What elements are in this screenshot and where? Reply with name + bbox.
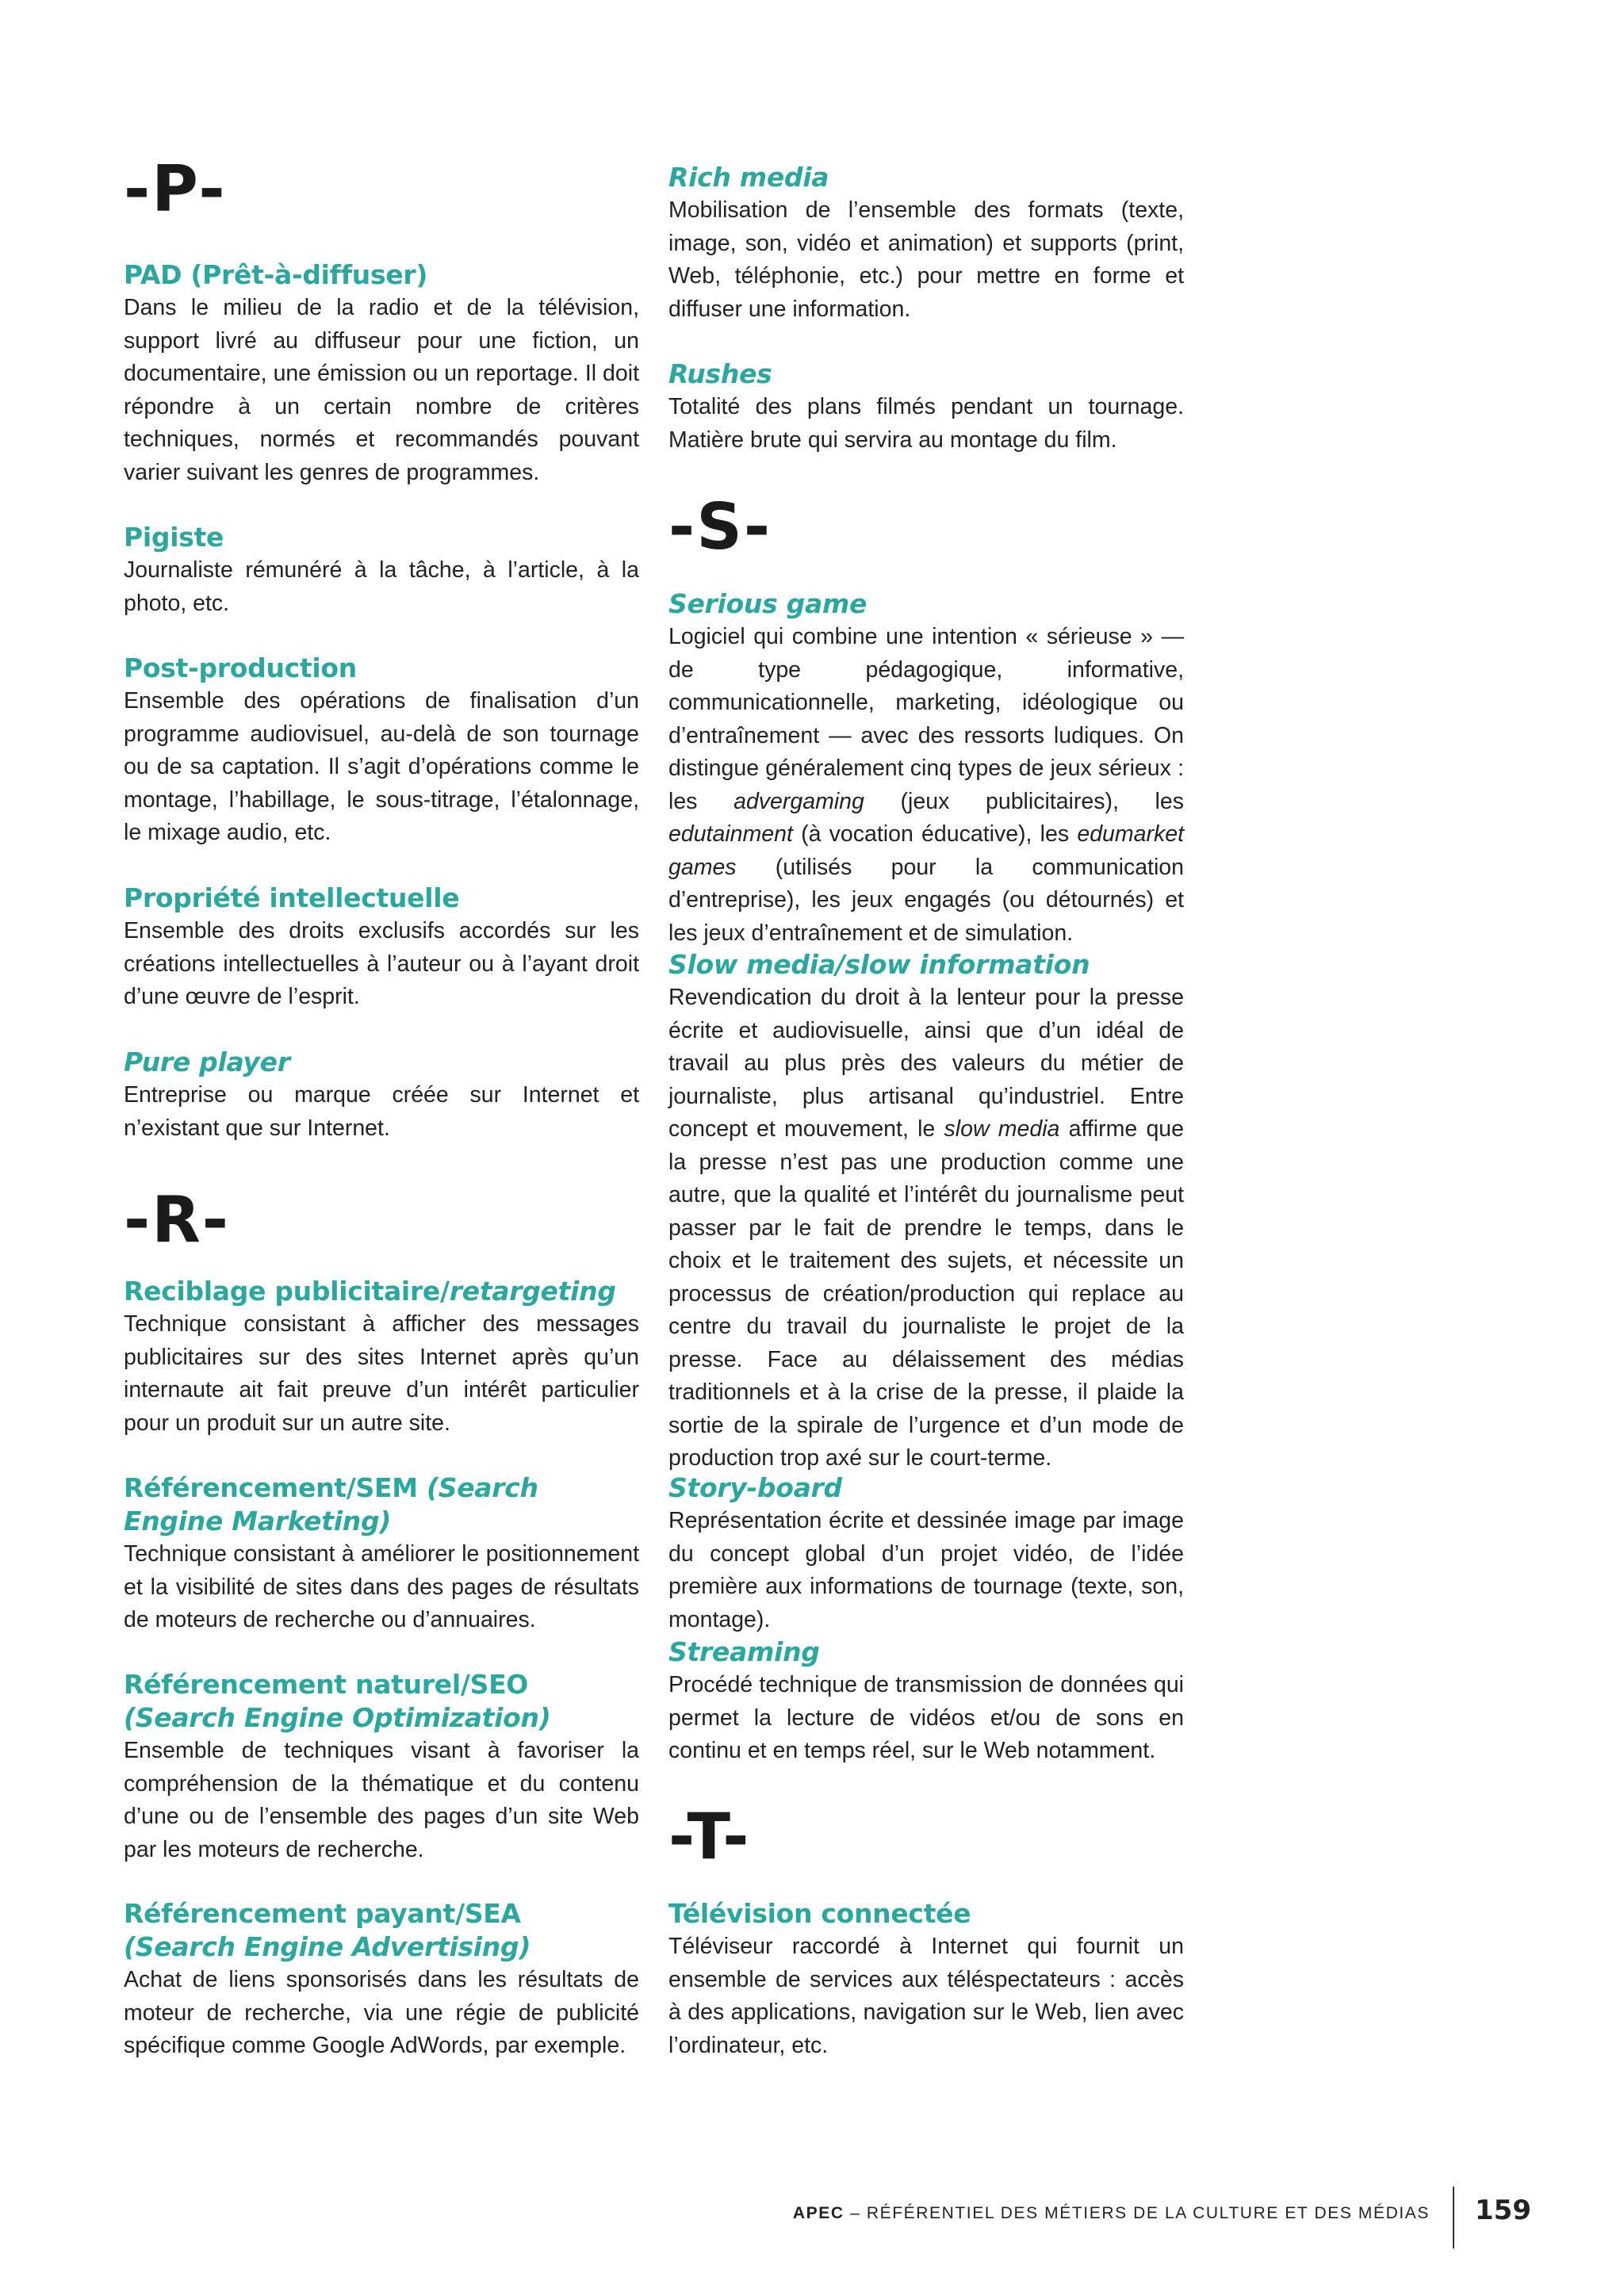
term-definition: Ensemble de techniques visant à favoriser la compréhension de la thématique et du contenu d’une ou de l’ensemble des pages d’un site Web par les moteurs de recherche. bbox=[124, 1738, 639, 1862]
term-definition: Mobilisation de l’ensemble des formats (texte, image, son, vidéo et animation) et supports (print, Web, téléphonie, etc.) pour mettre en forme et diffuser une information. bbox=[668, 197, 1184, 322]
section-letter-t: -T- bbox=[668, 1800, 751, 1873]
footer-title bbox=[793, 2204, 1430, 2223]
entry-rushes bbox=[668, 358, 1184, 457]
entry-streaming bbox=[668, 1636, 1184, 1768]
section-letter-r: -R- bbox=[124, 1183, 231, 1257]
definition-text: (à vocation éducative), les bbox=[792, 821, 1078, 847]
term-title bbox=[124, 1471, 639, 1538]
section-letter-s: -S- bbox=[668, 490, 772, 564]
term-title-main: Référencement/SEM bbox=[124, 1472, 427, 1503]
term-title-main: Reciblage publicitaire/ bbox=[124, 1276, 450, 1307]
term-definition: Procédé technique de transmission de données qui permet la lecture de vidéos et/ou de sons en continu et en temps réel, sur le Web notamment. bbox=[668, 1672, 1184, 1763]
term-title: Rich media bbox=[668, 162, 829, 193]
entry-propriete-intellectuelle bbox=[124, 882, 639, 1014]
definition-italic: advergaming bbox=[733, 788, 864, 814]
term-title bbox=[124, 1668, 639, 1735]
term-title: PAD (Prêt-à-diffuser) bbox=[124, 259, 428, 290]
footer-publication: – RÉFÉRENTIEL DES MÉTIERS DE LA CULTURE ET DES MÉDIAS bbox=[844, 2204, 1430, 2222]
entry-television-connectee bbox=[668, 1897, 1184, 2062]
definition-text: Revendication du droit à la lenteur pour la presse écrite et audiovisuelle, ainsi que d’un idéal de travail au plus près des valeurs du métier de journaliste, plus artisanal qu’industriel. Entre concept et mouvement, le bbox=[668, 985, 1184, 1142]
term-definition: Technique consistant à afficher des messages publicitaires sur des sites Internet après qu’un internaute ait fait preuve d’un intérêt particulier pour un produit sur un autre site. bbox=[124, 1311, 639, 1436]
term-definition: Achat de liens sponsorisés dans les résultats de moteur de recherche, via une régie de publicité spécifique comme Google AdWords, par exemple. bbox=[124, 1967, 639, 2058]
term-title-italic: (Search Engine Optimization) bbox=[124, 1702, 551, 1733]
definition-text: Logiciel qui combine une intention « sérieuse » — de type pédagogique, informative, communicationnelle, marketing, idéologique ou d’entraînement — avec des ressorts ludiques. On distingue généralement cinq types de jeux sérieux : les bbox=[668, 624, 1184, 814]
entry-slow-media bbox=[668, 948, 1184, 1475]
entry-post-production bbox=[124, 652, 639, 850]
entry-reciblage bbox=[124, 1275, 639, 1440]
term-definition: Journaliste rémunéré à la tâche, à l’article, à la photo, etc. bbox=[124, 557, 639, 616]
entry-sem bbox=[124, 1471, 639, 1637]
definition-italic: edumarket games bbox=[668, 821, 1184, 880]
footer-brand: APEC bbox=[792, 2204, 845, 2222]
term-title: Post-production bbox=[124, 652, 357, 683]
term-title: Serious game bbox=[668, 588, 868, 619]
term-definition: Téléviseur raccordé à Internet qui fournit un ensemble de services aux téléspectateurs : accès à des applications, navigation sur le Web, lien avec l’ordinateur, etc. bbox=[668, 1934, 1184, 2058]
term-title-italic: retargeting bbox=[449, 1276, 616, 1307]
term-definition: Ensemble des droits exclusifs accordés sur les créations intellectuelles à l’auteur ou à l’ayant droit d’une œuvre de l’esprit. bbox=[124, 918, 639, 1009]
entry-story-board bbox=[668, 1471, 1184, 1636]
term-definition: Totalité des plans filmés pendant un tournage. Matière brute qui servira au montage du film. bbox=[668, 394, 1184, 453]
term-title bbox=[124, 1275, 639, 1308]
entry-pad bbox=[124, 258, 639, 489]
term-title: Pure player bbox=[124, 1047, 290, 1077]
definition-text: (utilisés pour la communication d’entreprise), les jeux engagés (ou détournés) et les jeux d’entraînement et de simulation. bbox=[668, 854, 1184, 946]
term-definition bbox=[668, 621, 1184, 950]
term-title bbox=[124, 1897, 639, 1964]
definition-text: (jeux publicitaires), les bbox=[864, 788, 1184, 814]
page-footer bbox=[0, 2187, 1624, 2258]
term-definition: Entreprise ou marque créée sur Internet et n’existant que sur Internet. bbox=[124, 1082, 639, 1141]
term-title: Story-board bbox=[668, 1472, 842, 1503]
page-number: 159 bbox=[1475, 2195, 1531, 2226]
term-title-main: Référencement payant/SEA bbox=[124, 1898, 521, 1929]
entry-pigiste bbox=[124, 521, 639, 620]
entry-pure-player bbox=[124, 1046, 639, 1145]
definition-text: affirme que la presse n’est pas une production comme une autre, que la qualité et l’intérêt du journalisme peut passer par le fait de prendre le temps, dans le choix et le traitement des sujets, et nécessite un processus de création/production qui replace au centre du travail du journaliste le projet de la presse. Face au délaissement des médias traditionnels et à la crise de la presse, il plaide la sortie de la spirale de l’urgence et d’un mode de production trop axé sur le court-terme. bbox=[668, 1116, 1184, 1471]
term-title: Slow media/slow information bbox=[668, 949, 1090, 980]
term-title: Télévision connectée bbox=[668, 1898, 971, 1929]
footer-divider bbox=[1453, 2187, 1454, 2248]
term-title-main: Référencement naturel/SEO bbox=[124, 1669, 529, 1700]
term-title: Streaming bbox=[668, 1636, 820, 1667]
term-title: Propriété intellectuelle bbox=[124, 882, 460, 913]
term-definition: Ensemble des opérations de finalisation d’un programme audiovisuel, au-delà de son tournage ou de sa captation. Il s’agit d’opérations comme le montage, l’habillage, le sous-titrage, l’étalonnage, le mixage audio, etc. bbox=[124, 688, 639, 845]
definition-italic: edutainment bbox=[668, 821, 793, 847]
term-definition: Représentation écrite et dessinée image par image du concept global d’un projet vidéo, de l’idée première aux informations de tournage (texte, son, montage). bbox=[668, 1508, 1184, 1632]
term-title-italic: (Search Engine Marketing) bbox=[124, 1472, 538, 1536]
term-definition bbox=[668, 982, 1184, 1475]
entry-sea bbox=[124, 1897, 639, 2063]
entry-rich-media bbox=[668, 161, 1184, 326]
term-definition: Technique consistant à améliorer le positionnement et la visibilité de sites dans des pages de résultats de moteurs de recherche ou d’annuaires. bbox=[124, 1541, 639, 1632]
term-definition: Dans le milieu de la radio et de la télévision, support livré au diffuseur pour une fiction, un documentaire, une émission ou un reportage. Il doit répondre à un certain nombre de critères techniques, normés et recommandés pouvant varier suivant les genres de programmes. bbox=[124, 295, 639, 485]
term-title: Pigiste bbox=[124, 522, 224, 553]
term-title-italic: (Search Engine Advertising) bbox=[124, 1931, 531, 1962]
entry-seo bbox=[124, 1668, 639, 1866]
entry-serious-game bbox=[668, 587, 1184, 950]
section-letter-p: -P- bbox=[124, 152, 227, 226]
definition-italic: slow media bbox=[944, 1116, 1060, 1142]
term-title: Rushes bbox=[668, 358, 772, 389]
